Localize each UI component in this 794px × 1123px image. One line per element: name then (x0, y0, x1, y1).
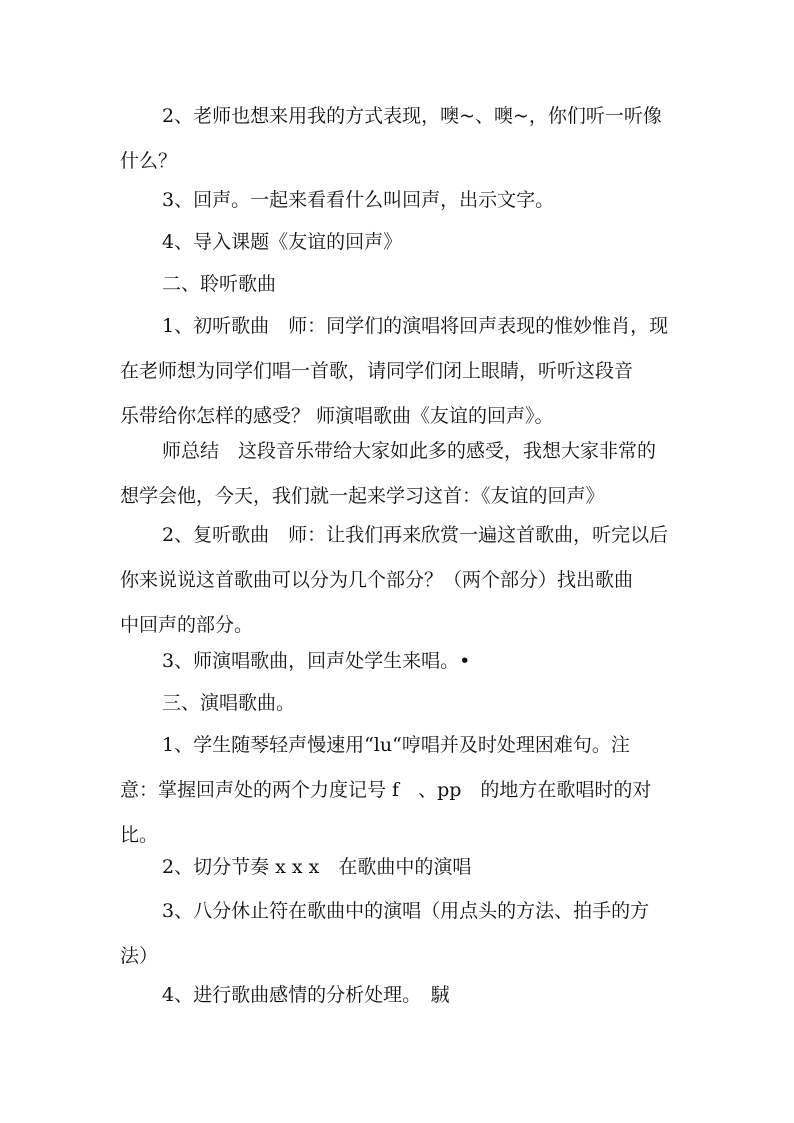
paragraph-teacher-summary (120, 429, 680, 519)
text-line: 在老师想为同学们唱一首歌，请同学们闭上眼睛，听听这段音 (120, 360, 634, 382)
text-line: 1、初听歌曲 师：同学们的演唱将回声表现的惟妙惟肖，现 (162, 315, 669, 337)
paragraph-syncopation (120, 845, 680, 890)
text-line: 什么？ (120, 150, 178, 172)
text-line: 2、切分节奏 x x x 在歌曲中的演唱 (162, 856, 472, 878)
paragraph-echo-demo (120, 94, 680, 184)
text-line: 二、聆听歌曲 (162, 273, 277, 295)
paragraph-humming-practice (120, 723, 680, 858)
text-line: 法） (120, 945, 159, 967)
text-line: 意：掌握回声处的两个力度记号 f 、pp 的地方在歌唱时的对 (120, 779, 652, 801)
text-line: 4、导入课题《友谊的回声》 (162, 231, 403, 253)
text-line: 乐带给你怎样的感受？ 师演唱歌曲《友谊的回声》。 (120, 405, 554, 427)
text-line: 想学会他，今天，我们就一起来学习这首：《友谊的回声》 (120, 485, 605, 507)
paragraph-echo-definition (120, 178, 680, 223)
section-heading-singing (120, 681, 680, 726)
paragraph-eighth-rest (120, 889, 680, 979)
paragraph-first-listening (120, 304, 680, 439)
text-line: 你来说说这首歌曲可以分为几个部分？（两个部分）找出歌曲 (120, 569, 634, 591)
text-line: 三、演唱歌曲。 (162, 692, 296, 714)
text-line: 师总结 这段音乐带给大家如此多的感受，我想大家非常的 (162, 440, 657, 462)
text-line: 3、八分休止符在歌曲中的演唱（用点头的方法、拍手的方 (162, 900, 650, 922)
text-line: 中回声的部分。 (120, 614, 254, 636)
text-line: 3、回声。一起来看看什么叫回声，出示文字。 (162, 189, 555, 211)
paragraph-second-listening (120, 513, 680, 648)
text-line: 2、复听歌曲 师：让我们再来欣赏一遍这首歌曲，听完以后 (162, 524, 669, 546)
paragraph-teacher-singing (120, 639, 680, 684)
text-line: 1、学生随琴轻声慢速用“lu“哼唱并及时处理困难句。注 (162, 734, 630, 756)
text-line: 4、进行歌曲感情的分析处理。 駥 (162, 984, 450, 1006)
section-heading-listening (120, 262, 680, 307)
paragraph-emotion-analysis (120, 973, 680, 1018)
text-line: 2、老师也想来用我的方式表现，噢~、噢~，你们听一听像 (162, 105, 662, 127)
text-line: 3、师演唱歌曲，回声处学生来唱。• (162, 650, 471, 672)
paragraph-lesson-topic (120, 220, 680, 265)
text-line: 比。 (120, 824, 159, 846)
